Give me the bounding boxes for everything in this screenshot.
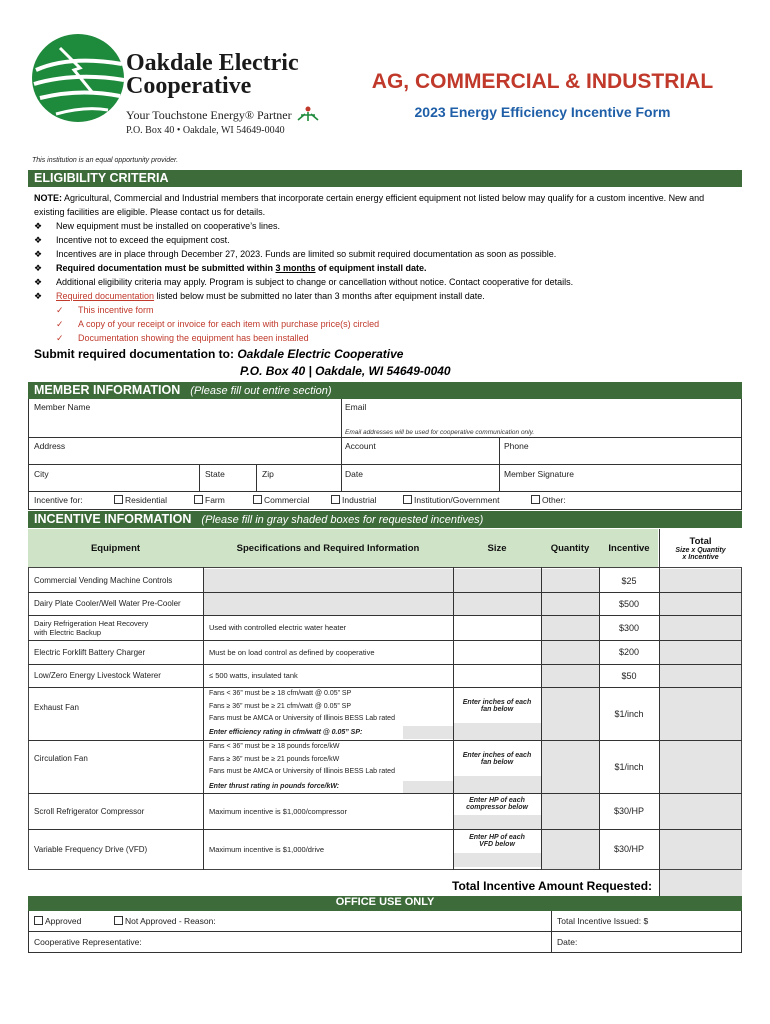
list-item: ✓ Documentation showing the equipment has been installed	[56, 333, 309, 343]
farm-checkbox[interactable]: Farm	[194, 495, 225, 505]
total-column-header: Total Size x Quantity x Incentive	[675, 535, 726, 561]
spec-text: Maximum incentive is $1,000/drive	[209, 844, 325, 854]
total-incentive-label: Total Incentive Amount Requested:	[452, 879, 653, 893]
commercial-checkbox[interactable]: Commercial	[253, 495, 309, 505]
org-name: Oakdale Electric Cooperative	[126, 50, 299, 99]
list-item: ✓ This incentive form	[56, 305, 154, 315]
table-row: Commercial Vending Machine Controls	[34, 576, 173, 585]
residential-checkbox[interactable]: Residential	[114, 495, 167, 505]
specs-column-header: Specifications and Required Information	[236, 542, 420, 554]
diamond-bullet-icon: ❖	[34, 235, 43, 245]
diamond-bullet-icon: ❖	[34, 291, 43, 301]
spec-text: Maximum incentive is $1,000/compressor	[209, 806, 347, 816]
form-subtitle: 2023 Energy Efficiency Incentive Form	[414, 104, 671, 120]
diamond-bullet-icon: ❖	[34, 263, 43, 273]
incentive-amount: $200	[618, 647, 640, 657]
spec-text: Enter efficiency rating in cfm/watt @ 0.05” SP:	[209, 729, 363, 736]
state-label: State	[205, 469, 225, 479]
form-title: AG, COMMERCIAL & INDUSTRIAL	[371, 70, 714, 93]
size-note: Enter HP of each compressor below	[466, 797, 528, 811]
table-row: Variable Frequency Drive (VFD)	[34, 844, 148, 854]
checkmark-icon: ✓	[56, 333, 64, 343]
incentive-amount: $500	[618, 598, 640, 609]
incentive-amount: $30/HP	[613, 806, 645, 816]
member-signature-label: Member Signature	[504, 469, 574, 479]
incentive-amount: $50	[621, 670, 637, 681]
spec-text: Fans < 36” must be ≥ 18 cfm/watt @ 0.05” SP	[209, 690, 352, 697]
tagline: Your Touchstone Energy® Partner	[126, 106, 321, 123]
email-note: Email addresses will be used for cooperative communication only.	[345, 429, 535, 436]
table-row: Dairy Refrigeration Heat Recovery with Electric Backup	[34, 618, 149, 637]
zip-label: Zip	[262, 469, 274, 479]
institution-government-checkbox[interactable]: Institution/Government	[403, 495, 500, 505]
eligibility-heading: ELIGIBILITY CRITERIA	[28, 170, 742, 187]
incentive-amount: $1/inch	[614, 708, 644, 719]
list-item: ❖ Additional eligibility criteria may apply. Program is subject to change or cancellation without notice. Contact cooperative for details.	[34, 277, 574, 287]
cooperative-rep-label: Cooperative Representative:	[34, 937, 142, 947]
incentive-column-header: Incentive	[608, 542, 650, 554]
size-note: Enter HP of each VFD below	[469, 834, 525, 848]
other-checkbox[interactable]: Other:	[531, 495, 566, 505]
table-row: Scroll Refrigerator Compressor	[34, 806, 145, 816]
incentive-amount: $30/HP	[613, 844, 645, 854]
spec-text: Used with controlled electric water heater	[209, 623, 347, 632]
city-label: City	[34, 469, 49, 479]
incentive-info-heading: INCENTIVE INFORMATION (Please fill in gray shaded boxes for requested incentives)	[28, 511, 742, 528]
account-label: Account	[345, 441, 376, 451]
phone-label: Phone	[504, 441, 529, 451]
spec-text: Fans must be AMCA or University of Illinois BESS Lab rated	[209, 768, 395, 775]
size-column-header: Size	[487, 542, 507, 554]
spec-text: Must be on load control as defined by cooperative	[209, 647, 375, 657]
spec-text: Fans < 36” must be ≥ 18 pounds force/kW	[209, 743, 340, 750]
list-item: ❖ New equipment must be installed on cooperative’s lines.	[34, 221, 280, 231]
table-row: Electric Forklift Battery Charger	[34, 647, 146, 657]
table-row: Circulation Fan	[34, 753, 88, 763]
spec-text: Fans ≥ 36” must be ≥ 21 pounds force/kW	[209, 756, 340, 763]
office-use-heading: OFFICE USE ONLY	[28, 896, 742, 911]
eligibility-criteria	[34, 191, 734, 345]
table-row: Exhaust Fan	[34, 702, 79, 712]
required-docs-link[interactable]: Required documentation	[56, 291, 155, 301]
size-note: Enter inches of each fan below	[462, 699, 532, 713]
list-item: ❖ Incentives are in place through December 27, 2023. Funds are limited so submit required documentation as soon as possible.	[34, 249, 557, 259]
submit-address: P.O. Box 40 | Oakdale, WI 54649-0040	[240, 364, 451, 378]
checkmark-icon: ✓	[56, 305, 64, 315]
size-note: Enter inches of each fan below	[462, 752, 532, 766]
checkmark-icon: ✓	[56, 319, 64, 329]
incentive-amount: $25	[621, 575, 637, 586]
touchstone-icon	[295, 106, 321, 122]
total-issued-label: Total Incentive Issued: $	[557, 916, 649, 926]
diamond-bullet-icon: ❖	[34, 221, 43, 231]
spec-text: Fans must be AMCA or University of Illinois BESS Lab rated	[209, 715, 395, 722]
approved-checkbox[interactable]: Approved	[34, 916, 81, 926]
incentive-amount: $300	[618, 622, 640, 633]
diamond-bullet-icon: ❖	[34, 249, 43, 259]
incentive-for-label: Incentive for:	[34, 495, 83, 505]
diamond-bullet-icon: ❖	[34, 277, 43, 287]
table-row: Dairy Plate Cooler/Well Water Pre-Cooler	[34, 599, 181, 608]
spec-text: ≤ 500 watts, insulated tank	[209, 671, 298, 680]
table-row: Low/Zero Energy Livestock Waterer	[34, 671, 161, 680]
equal-opportunity-note: This institution is an equal opportunity provider.	[32, 157, 179, 164]
list-item: ✓ A copy of your receipt or invoice for each item with purchase price(s) circled	[56, 319, 380, 329]
header-address: P.O. Box 40 • Oakdale, WI 54649-0040	[126, 125, 285, 136]
eligibility-note: NOTE: Agricultural, Commercial and Industrial members that incorporate certain energy efficient equipment not listed below may qualify for a custom incentive. New and existing facilities are eligible. Please contact us for details.	[34, 193, 705, 217]
list-item: ❖ Incentive not to exceed the equipment cost.	[34, 235, 230, 245]
member-info-heading: MEMBER INFORMATION (Please fill out entire section)	[28, 382, 742, 399]
list-item: ❖ Required documentation listed below must be submitted no later than 3 months after equipment install date.	[34, 291, 485, 301]
equipment-column-header: Equipment	[90, 542, 141, 554]
spec-text: Enter thrust rating in pounds force/kW:	[209, 783, 340, 790]
office-date-label: Date:	[557, 937, 578, 947]
submit-instructions: Submit required documentation to: Oakdale Electric Cooperative	[34, 347, 404, 361]
quantity-column-header: Quantity	[550, 542, 590, 554]
date-label: Date	[345, 469, 363, 479]
incentive-amount: $1/inch	[614, 761, 644, 772]
spec-text: Fans ≥ 36” must be ≥ 21 cfm/watt @ 0.05” SP	[209, 703, 352, 710]
address-label: Address	[34, 441, 66, 451]
not-approved-checkbox[interactable]: Not Approved - Reason:	[114, 916, 216, 926]
email-label: Email	[345, 402, 367, 412]
member-name-label: Member Name	[34, 402, 91, 412]
list-item: ❖ Required documentation must be submitted within 3 months of equipment install date.	[34, 263, 427, 273]
logo-globe-icon	[30, 30, 130, 130]
industrial-checkbox[interactable]: Industrial	[331, 495, 377, 505]
